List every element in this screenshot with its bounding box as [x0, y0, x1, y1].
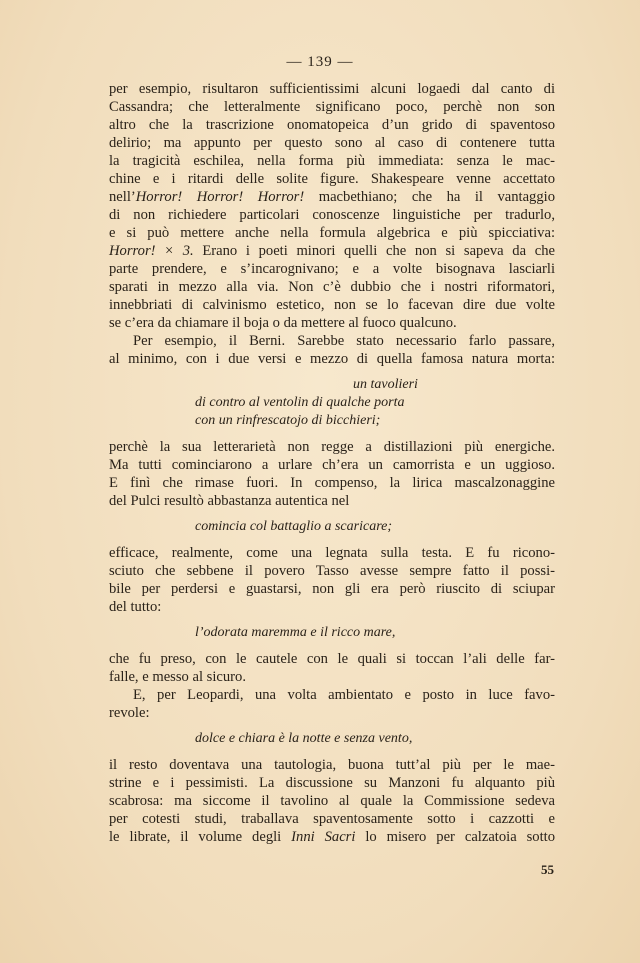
text-line: per esempio, risultaron sufficientissimi alcuni logaedi dal canto di — [109, 81, 555, 97]
text-line: del Pulci resultò abbastanza autentica nel — [109, 493, 350, 509]
text-line: sparati in mezzo alla via. Non c’è dubbio che i nostri riformatori, — [109, 279, 555, 295]
text-segment: macbethiano; che ha il vantaggio — [304, 189, 555, 205]
text-line: se c’era da chiamare il boja o da mettere al fuoco qualcuno. — [109, 315, 457, 331]
text-line: al minimo, con i due versi e mezzo di quella famosa natura morta: — [109, 351, 555, 367]
text-segment: Erano i poeti minori quelli che non si sapeva da che — [193, 243, 555, 259]
text-line: per cotesti studi, traballava spaventosamente sotto i cazzotti e — [109, 811, 555, 827]
verse-line: comincia col battaglio a scaricare; — [195, 519, 392, 534]
text-line: altro che la trascrizione onomatopeica d’un grido di spaventoso — [109, 117, 555, 133]
text-line: e si può mettere anche nella formula algebrica e più spicciativa: — [109, 225, 555, 241]
text-line: che fu preso, con le cautele con le quali si toccan l’ali delle far- — [109, 651, 555, 667]
text-line: innebbriati di calvinismo estetico, non se lo facevan dire due volte — [109, 297, 555, 313]
text-line: perchè la sua letterarietà non regge a distillazioni più energiche. — [109, 439, 555, 455]
text-line: delirio; ma appunto per questo sono al caso di contenere tutta — [109, 135, 555, 151]
verse-line: dolce e chiara è la notte e senza vento, — [195, 731, 413, 746]
body-text — [109, 80, 555, 846]
text-line: revole: — [109, 705, 150, 721]
text-line: di non richiedere particolari conoscenze linguistiche per tradurlo, — [109, 207, 555, 223]
text-line: efficace, realmente, come una legnata sulla testa. E fu ricono- — [109, 545, 555, 561]
text-segment: nell’ — [109, 189, 136, 205]
text-line — [109, 188, 555, 206]
text-line: chine e i ritardi delle solite figure. Shakespeare venne accettato — [109, 171, 555, 187]
text-line: falle, e messo al sicuro. — [109, 669, 246, 685]
text-line: il resto doventava una tautologia, buona tutt’al più per le mae- — [109, 757, 555, 773]
italic-formula: Horror! × 3. — [109, 243, 194, 259]
page-number: — 139 — — [286, 54, 354, 70]
text-line: sciuto che sebbene il povero Tasso avesse sempre fatto il possi- — [109, 563, 555, 579]
text-line: scabrosa: ma siccome il tavolino al quale la Commissione sedeva — [109, 793, 555, 809]
verse-line: un tavolieri — [353, 377, 418, 392]
text-line: Per esempio, il Berni. Sarebbe stato necessario farlo passare, — [133, 333, 555, 349]
text-line: bile per perdersi e guastarsi, non gli era però riuscito di sciupar — [109, 581, 555, 597]
text-segment: le librate, il volume degli — [109, 829, 292, 845]
text-line: Cassandra; che letteralmente significano poco, perchè non son — [109, 99, 555, 115]
text-line — [109, 828, 555, 846]
text-line: strine e i pessimisti. La discussione su Manzoni fu alquanto più — [109, 775, 555, 791]
text-line — [109, 242, 555, 260]
text-line: Ma tutti cominciarono a urlare ch’era un camorrista e un uggioso. — [109, 457, 555, 473]
text-line: E, per Leopardi, una volta ambientato e posto in luce favo- — [133, 687, 555, 703]
verse-line: l’odorata maremma e il ricco mare, — [195, 625, 396, 640]
text-segment: lo misero per calzatoia sotto — [355, 829, 555, 845]
text-line: E finì che rimase fuori. In compenso, la lirica mascalzonaggine — [109, 475, 555, 491]
signature-mark: 55 — [541, 862, 554, 877]
italic-title: Inni Sacri — [291, 829, 356, 845]
text-line: parte prendere, e s’incarognivano; e a volte bisognava lasciarli — [109, 261, 555, 277]
text-line: del tutto: — [109, 599, 162, 615]
verse-line: di contro al ventolin di qualche porta — [195, 395, 405, 410]
italic-quote: Horror! Horror! Horror! — [135, 189, 305, 205]
text-line: la tragicità eschilea, nella forma più immediata: senza le mac- — [109, 153, 555, 169]
verse-line: con un rinfrescatojo di bicchieri; — [195, 413, 381, 428]
